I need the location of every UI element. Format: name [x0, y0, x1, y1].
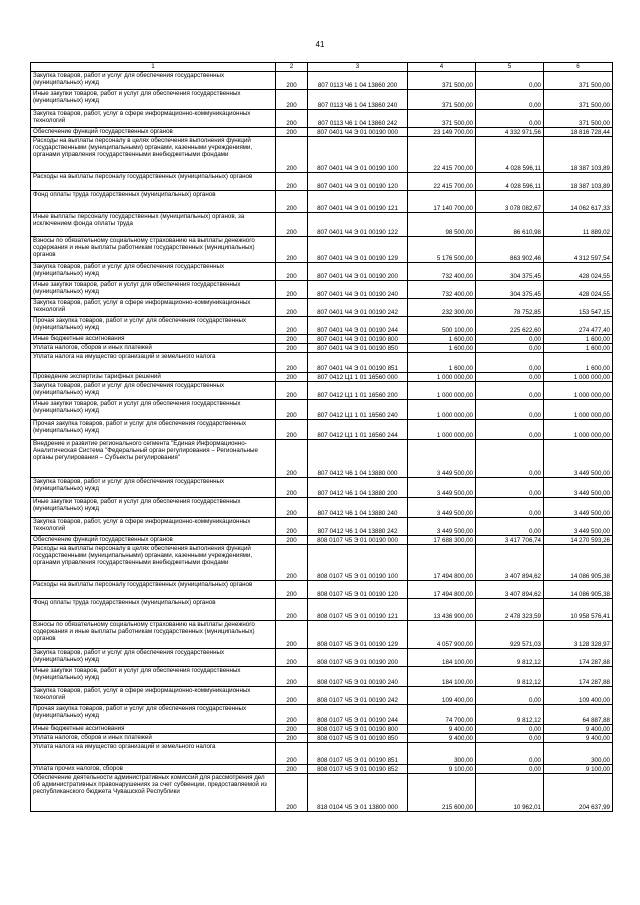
row-amount-executed: 0,00: [476, 440, 544, 478]
row-code: 200: [276, 545, 308, 581]
row-classification: 807 0412 Ч6 1 04 13880 000: [308, 440, 408, 478]
row-code: 200: [276, 128, 308, 137]
budget-table: [30, 62, 613, 812]
row-classification: 807 0401 Ч4 Э 01 00190 000: [308, 128, 408, 137]
row-code: 200: [276, 373, 308, 382]
row-classification: 808 0107 Ч5 Э 01 00190 244: [308, 705, 408, 725]
row-amount-executed: 0,00: [476, 420, 544, 440]
row-classification: 808 0107 Ч5 Э 01 00190 240: [308, 667, 408, 687]
row-amount-plan: 1 600,00: [408, 353, 476, 373]
row-amount-executed: 0,00: [476, 687, 544, 705]
row-amount-plan: 23 149 700,00: [408, 128, 476, 137]
table-row: [31, 518, 613, 536]
row-amount-remaining: 428 024,55: [544, 281, 613, 299]
table-row: [31, 237, 613, 263]
row-amount-remaining: 3 449 500,00: [544, 478, 613, 498]
table-row: [31, 667, 613, 687]
row-classification: 808 0107 Ч5 Э 01 00190 000: [308, 536, 408, 545]
row-classification: 807 0401 Ч4 Э 01 00190 121: [308, 191, 408, 213]
row-amount-executed: 0,00: [476, 498, 544, 518]
row-name: Проведение экспертизы тарифных решений: [31, 373, 276, 382]
table-row: [31, 581, 613, 599]
row-classification: 807 0412 Ч6 1 04 13880 200: [308, 478, 408, 498]
row-amount-executed: 3 078 082,67: [476, 191, 544, 213]
row-amount-remaining: 10 958 576,41: [544, 599, 613, 621]
row-amount-executed: 9 812,12: [476, 649, 544, 667]
row-amount-executed: 4 028 596,11: [476, 173, 544, 191]
row-amount-remaining: 300,00: [544, 743, 613, 765]
row-amount-remaining: 64 887,88: [544, 705, 613, 725]
row-code: 200: [276, 667, 308, 687]
row-amount-executed: 10 962,01: [476, 774, 544, 812]
row-amount-remaining: 18 387 103,89: [544, 173, 613, 191]
row-name: Закупка товаров, работ, услуг в сфере информационно-коммуникационных технологий: [31, 110, 276, 128]
row-amount-plan: 3 449 500,00: [408, 440, 476, 478]
column-header-1: 1: [31, 63, 276, 72]
row-amount-executed: 0,00: [476, 335, 544, 344]
row-name: Закупка товаров, работ, услуг в сфере информационно-коммуникационных технологий: [31, 518, 276, 536]
table-row: [31, 621, 613, 649]
row-amount-remaining: 428 024,55: [544, 263, 613, 281]
row-code: 200: [276, 237, 308, 263]
row-name: Расходы на выплаты персоналу в целях обеспечения выполнения функций государственными (муниципальными) органами, казенными учреждениями, органами управления государственными внебюджетными фондами: [31, 137, 276, 173]
row-code: 200: [276, 213, 308, 237]
row-code: 200: [276, 498, 308, 518]
row-amount-remaining: 14 086 905,38: [544, 581, 613, 599]
table-row: [31, 705, 613, 725]
row-amount-executed: 0,00: [476, 110, 544, 128]
row-amount-executed: 225 622,60: [476, 317, 544, 335]
row-classification: 808 0107 Ч5 Э 01 00190 242: [308, 687, 408, 705]
row-amount-executed: 0,00: [476, 400, 544, 420]
table-row: [31, 743, 613, 765]
row-amount-remaining: 9 100,00: [544, 765, 613, 774]
table-row: [31, 382, 613, 400]
row-amount-remaining: 18 816 728,44: [544, 128, 613, 137]
row-amount-executed: 0,00: [476, 725, 544, 734]
row-amount-remaining: 3 449 500,00: [544, 518, 613, 536]
row-name: Закупка товаров, работ и услуг для обеспечения государственных (муниципальных) нужд: [31, 72, 276, 90]
row-amount-plan: 5 176 500,00: [408, 237, 476, 263]
row-amount-executed: 304 375,45: [476, 263, 544, 281]
row-code: 200: [276, 734, 308, 743]
row-amount-executed: 0,00: [476, 72, 544, 90]
row-code: 200: [276, 774, 308, 812]
row-amount-plan: 371 500,00: [408, 72, 476, 90]
row-classification: 818 0104 Ч5 Э 01 13800 000: [308, 774, 408, 812]
table-row: [31, 128, 613, 137]
row-amount-plan: 184 100,00: [408, 667, 476, 687]
row-amount-plan: 1 600,00: [408, 344, 476, 353]
row-amount-remaining: 274 477,40: [544, 317, 613, 335]
row-amount-plan: 732 400,00: [408, 281, 476, 299]
row-name: Иные закупки товаров, работ и услуг для обеспечения государственных (муниципальных) нужд: [31, 498, 276, 518]
table-row: [31, 110, 613, 128]
row-classification: 807 0412 Ч6 1 04 13880 240: [308, 498, 408, 518]
row-amount-plan: 500 100,00: [408, 317, 476, 335]
row-code: 200: [276, 440, 308, 478]
row-amount-executed: 4 028 596,11: [476, 137, 544, 173]
row-name: Расходы на выплаты персоналу государственных (муниципальных) органов: [31, 581, 276, 599]
row-amount-remaining: 1 000 000,00: [544, 373, 613, 382]
row-name: Закупка товаров, работ и услуг для обеспечения государственных (муниципальных) нужд: [31, 263, 276, 281]
row-classification: 808 0107 Ч5 Э 01 00190 120: [308, 581, 408, 599]
row-amount-plan: 3 449 500,00: [408, 498, 476, 518]
row-name: Иные выплаты персоналу государственных (муниципальных) органов, за исключением фонда оплаты труда: [31, 213, 276, 237]
table-row: [31, 599, 613, 621]
table-row: [31, 498, 613, 518]
row-amount-executed: 3 407 894,62: [476, 545, 544, 581]
row-code: 200: [276, 621, 308, 649]
row-name: Фонд оплаты труда государственных (муниципальных) органов: [31, 599, 276, 621]
row-amount-plan: 371 500,00: [408, 110, 476, 128]
row-amount-plan: 1 000 000,00: [408, 420, 476, 440]
row-classification: 807 0401 Ч4 Э 01 00190 851: [308, 353, 408, 373]
row-classification: 807 0401 Ч4 Э 01 00190 242: [308, 299, 408, 317]
row-name: Уплата налогов, сборов и иных платежей: [31, 734, 276, 743]
row-name: Фонд оплаты труда государственных (муниципальных) органов: [31, 191, 276, 213]
table-row: [31, 545, 613, 581]
row-amount-executed: 2 478 323,59: [476, 599, 544, 621]
column-header-4: 4: [408, 63, 476, 72]
row-code: 200: [276, 382, 308, 400]
row-name: Уплата прочих налогов, сборов: [31, 765, 276, 774]
row-amount-remaining: 9 400,00: [544, 734, 613, 743]
row-amount-plan: 215 600,00: [408, 774, 476, 812]
row-name: Уплата налога на имущество организаций и земельного налога: [31, 743, 276, 765]
row-amount-executed: 304 375,45: [476, 281, 544, 299]
row-classification: 807 0401 Ч4 Э 01 00190 850: [308, 344, 408, 353]
row-amount-remaining: 109 400,00: [544, 687, 613, 705]
row-name: Обеспечение функций государственных органов: [31, 128, 276, 137]
row-classification: 807 0412 Ц1 1 01 16560 240: [308, 400, 408, 420]
row-amount-remaining: 18 387 103,89: [544, 137, 613, 173]
row-name: Уплата налога на имущество организаций и земельного налога: [31, 353, 276, 373]
row-name: Иные закупки товаров, работ и услуг для обеспечения государственных (муниципальных) нужд: [31, 667, 276, 687]
row-code: 200: [276, 173, 308, 191]
table-row: [31, 335, 613, 344]
row-amount-executed: 0,00: [476, 382, 544, 400]
row-classification: 807 0401 Ч4 Э 01 00190 244: [308, 317, 408, 335]
row-amount-plan: 13 436 900,00: [408, 599, 476, 621]
row-classification: 808 0107 Ч5 Э 01 00190 850: [308, 734, 408, 743]
table-row: [31, 440, 613, 478]
row-amount-remaining: 4 312 597,54: [544, 237, 613, 263]
row-amount-plan: 98 500,00: [408, 213, 476, 237]
row-amount-executed: 86 610,98: [476, 213, 544, 237]
row-code: 200: [276, 72, 308, 90]
row-code: 200: [276, 281, 308, 299]
row-code: 200: [276, 353, 308, 373]
table-row: [31, 191, 613, 213]
row-amount-remaining: 204 637,99: [544, 774, 613, 812]
row-amount-remaining: 14 086 905,38: [544, 545, 613, 581]
row-amount-executed: 929 571,03: [476, 621, 544, 649]
table-row: [31, 72, 613, 90]
row-code: 200: [276, 581, 308, 599]
row-amount-remaining: 3 449 500,00: [544, 440, 613, 478]
row-name: Закупка товаров, работ, услуг в сфере информационно-коммуникационных технологий: [31, 299, 276, 317]
row-classification: 807 0401 Ч4 Э 01 00190 200: [308, 263, 408, 281]
row-name: Закупка товаров, работ и услуг для обеспечения государственных (муниципальных) нужд: [31, 382, 276, 400]
row-amount-remaining: 14 270 593,26: [544, 536, 613, 545]
row-amount-remaining: 3 128 328,97: [544, 621, 613, 649]
row-amount-executed: 863 902,46: [476, 237, 544, 263]
column-header-6: 6: [544, 63, 613, 72]
row-amount-remaining: 371 500,00: [544, 90, 613, 110]
row-amount-executed: 0,00: [476, 765, 544, 774]
row-amount-executed: 0,00: [476, 344, 544, 353]
row-amount-plan: 74 700,00: [408, 705, 476, 725]
row-code: 200: [276, 335, 308, 344]
row-amount-executed: 0,00: [476, 353, 544, 373]
row-name: Расходы на выплаты персоналу в целях обеспечения выполнения функций государственными (муниципальными) органами, казенными учреждениями, органами управления государственными внебюджетными фондами: [31, 545, 276, 581]
row-name: Иные бюджетные ассигнования: [31, 725, 276, 734]
row-amount-plan: 9 100,00: [408, 765, 476, 774]
table-body: [31, 72, 613, 812]
table-row: [31, 734, 613, 743]
row-code: 200: [276, 518, 308, 536]
row-amount-plan: 22 415 700,00: [408, 173, 476, 191]
row-classification: 808 0107 Ч5 Э 01 00190 100: [308, 545, 408, 581]
row-code: 200: [276, 263, 308, 281]
row-amount-executed: 9 812,12: [476, 705, 544, 725]
header-row: [31, 63, 613, 72]
row-amount-plan: 17 688 300,00: [408, 536, 476, 545]
row-classification: 808 0107 Ч5 Э 01 00190 200: [308, 649, 408, 667]
row-classification: 808 0107 Ч5 Э 01 00190 800: [308, 725, 408, 734]
row-classification: 807 0401 Ч4 Э 01 00190 120: [308, 173, 408, 191]
row-amount-plan: 22 415 700,00: [408, 137, 476, 173]
row-code: 200: [276, 137, 308, 173]
table-row: [31, 299, 613, 317]
row-amount-plan: 17 494 800,00: [408, 581, 476, 599]
row-amount-plan: 184 100,00: [408, 649, 476, 667]
row-code: 200: [276, 599, 308, 621]
row-code: 200: [276, 344, 308, 353]
row-amount-plan: 1 000 000,00: [408, 382, 476, 400]
row-amount-executed: 78 752,85: [476, 299, 544, 317]
row-amount-plan: 1 000 000,00: [408, 373, 476, 382]
row-amount-plan: 9 400,00: [408, 725, 476, 734]
table-row: [31, 353, 613, 373]
row-code: 200: [276, 705, 308, 725]
row-code: 200: [276, 317, 308, 335]
row-classification: 807 0401 Ч4 Э 01 00190 800: [308, 335, 408, 344]
table-row: [31, 213, 613, 237]
table-row: [31, 137, 613, 173]
table-row: [31, 90, 613, 110]
row-amount-remaining: 1 600,00: [544, 344, 613, 353]
row-code: 200: [276, 536, 308, 545]
row-code: 200: [276, 420, 308, 440]
row-amount-remaining: 1 000 000,00: [544, 400, 613, 420]
row-amount-plan: 1 600,00: [408, 335, 476, 344]
row-name: Прочая закупка товаров, работ и услуг для обеспечения государственных (муниципальных) нужд: [31, 317, 276, 335]
row-amount-executed: 0,00: [476, 373, 544, 382]
row-amount-plan: 300,00: [408, 743, 476, 765]
row-amount-plan: 9 400,00: [408, 734, 476, 743]
row-name: Расходы на выплаты персоналу государственных (муниципальных) органов: [31, 173, 276, 191]
row-classification: 807 0401 Ч4 Э 01 00190 129: [308, 237, 408, 263]
row-classification: 807 0412 Ц1 1 01 16560 000: [308, 373, 408, 382]
table-row: [31, 536, 613, 545]
row-code: 200: [276, 765, 308, 774]
row-amount-executed: 0,00: [476, 734, 544, 743]
row-amount-plan: 3 449 500,00: [408, 478, 476, 498]
row-code: 200: [276, 725, 308, 734]
row-amount-executed: 3 407 894,62: [476, 581, 544, 599]
row-classification: 807 0113 Ч6 1 04 13860 242: [308, 110, 408, 128]
row-amount-remaining: 1 600,00: [544, 353, 613, 373]
table-row: [31, 400, 613, 420]
row-name: Уплата налогов, сборов и иных платежей: [31, 344, 276, 353]
row-amount-plan: 1 000 000,00: [408, 400, 476, 420]
row-code: 200: [276, 90, 308, 110]
row-name: Иные закупки товаров, работ и услуг для обеспечения государственных (муниципальных) нужд: [31, 281, 276, 299]
row-name: Взносы по обязательному социальному страхованию на выплаты денежного содержания и иные выплаты работникам государственных (муниципальных) органов: [31, 237, 276, 263]
table-row: [31, 687, 613, 705]
row-amount-executed: 4 332 971,56: [476, 128, 544, 137]
page-number: 41: [315, 40, 325, 49]
row-amount-remaining: 14 062 617,33: [544, 191, 613, 213]
row-amount-remaining: 1 600,00: [544, 335, 613, 344]
row-amount-executed: 0,00: [476, 518, 544, 536]
row-name: Прочая закупка товаров, работ и услуг для обеспечения государственных (муниципальных) нужд: [31, 705, 276, 725]
row-classification: 807 0113 Ч6 1 04 13860 240: [308, 90, 408, 110]
table-row: [31, 478, 613, 498]
row-amount-remaining: 371 500,00: [544, 72, 613, 90]
row-name: Закупка товаров, работ и услуг для обеспечения государственных (муниципальных) нужд: [31, 478, 276, 498]
row-classification: 808 0107 Ч5 Э 01 00190 852: [308, 765, 408, 774]
row-name: Взносы по обязательному социальному страхованию на выплаты денежного содержания и иные выплаты работникам государственных (муниципальных) органов: [31, 621, 276, 649]
row-classification: 807 0113 Ч6 1 04 13860 200: [308, 72, 408, 90]
row-amount-plan: 732 400,00: [408, 263, 476, 281]
row-amount-plan: 109 400,00: [408, 687, 476, 705]
row-amount-remaining: 1 000 000,00: [544, 382, 613, 400]
row-name: Обеспечение деятельности административных комиссий для рассмотрения дел об административных правонарушениях за счет субвенции, предоставляемой из республиканского бюджета Чувашской Республики: [31, 774, 276, 812]
row-code: 200: [276, 110, 308, 128]
row-name: Закупка товаров, работ и услуг для обеспечения государственных (муниципальных) нужд: [31, 649, 276, 667]
row-name: Прочая закупка товаров, работ и услуг для обеспечения государственных (муниципальных) нужд: [31, 420, 276, 440]
row-classification: 807 0401 Ч4 Э 01 00190 100: [308, 137, 408, 173]
row-classification: 808 0107 Ч5 Э 01 00190 851: [308, 743, 408, 765]
row-name: Внедрение и развитие регионального сегмента "Единая Информационно-Аналитическая Система "Федеральный орган регулирования – Региональные органы регулирования – Субъекты регулирования": [31, 440, 276, 478]
row-code: 200: [276, 649, 308, 667]
table-row: [31, 765, 613, 774]
row-amount-executed: 0,00: [476, 90, 544, 110]
row-code: 200: [276, 687, 308, 705]
row-amount-executed: 0,00: [476, 743, 544, 765]
column-header-5: 5: [476, 63, 544, 72]
table-row: [31, 344, 613, 353]
table-row: [31, 173, 613, 191]
table-row: [31, 263, 613, 281]
row-classification: 807 0412 Ч6 1 04 13880 242: [308, 518, 408, 536]
row-code: 200: [276, 478, 308, 498]
row-name: Иные закупки товаров, работ и услуг для обеспечения государственных (муниципальных) нужд: [31, 90, 276, 110]
row-amount-plan: 17 140 700,00: [408, 191, 476, 213]
row-code: 200: [276, 191, 308, 213]
row-amount-remaining: 371 500,00: [544, 110, 613, 128]
row-amount-plan: 17 494 800,00: [408, 545, 476, 581]
column-header-3: 3: [308, 63, 408, 72]
row-amount-plan: 232 300,00: [408, 299, 476, 317]
table-row: [31, 281, 613, 299]
table-row: [31, 774, 613, 812]
row-amount-remaining: 11 889,02: [544, 213, 613, 237]
column-header-2: 2: [276, 63, 308, 72]
table-row: [31, 725, 613, 734]
table-row: [31, 373, 613, 382]
row-amount-remaining: 174 287,88: [544, 667, 613, 687]
row-amount-remaining: 153 547,15: [544, 299, 613, 317]
row-classification: 807 0412 Ц1 1 01 16560 244: [308, 420, 408, 440]
row-amount-executed: 9 812,12: [476, 667, 544, 687]
row-code: 200: [276, 400, 308, 420]
row-name: Иные бюджетные ассигнования: [31, 335, 276, 344]
row-amount-executed: 0,00: [476, 478, 544, 498]
table-row: [31, 649, 613, 667]
row-amount-executed: 3 417 706,74: [476, 536, 544, 545]
row-amount-plan: 4 057 900,00: [408, 621, 476, 649]
row-classification: 808 0107 Ч5 Э 01 00190 121: [308, 599, 408, 621]
row-classification: 807 0401 Ч4 Э 01 00190 122: [308, 213, 408, 237]
row-name: Закупка товаров, работ, услуг в сфере информационно-коммуникационных технологий: [31, 687, 276, 705]
row-amount-remaining: 1 000 000,00: [544, 420, 613, 440]
row-name: Обеспечение функций государственных органов: [31, 536, 276, 545]
row-code: 200: [276, 299, 308, 317]
row-amount-plan: 371 500,00: [408, 90, 476, 110]
row-classification: 808 0107 Ч5 Э 01 00190 129: [308, 621, 408, 649]
table-row: [31, 420, 613, 440]
row-classification: 807 0401 Ч4 Э 01 00190 240: [308, 281, 408, 299]
table-row: [31, 317, 613, 335]
row-amount-plan: 3 449 500,00: [408, 518, 476, 536]
row-amount-remaining: 9 400,00: [544, 725, 613, 734]
row-amount-remaining: 3 449 500,00: [544, 498, 613, 518]
row-code: 200: [276, 743, 308, 765]
row-classification: 807 0412 Ц1 1 01 16560 200: [308, 382, 408, 400]
row-name: Иные закупки товаров, работ и услуг для обеспечения государственных (муниципальных) нужд: [31, 400, 276, 420]
row-amount-remaining: 174 287,88: [544, 649, 613, 667]
